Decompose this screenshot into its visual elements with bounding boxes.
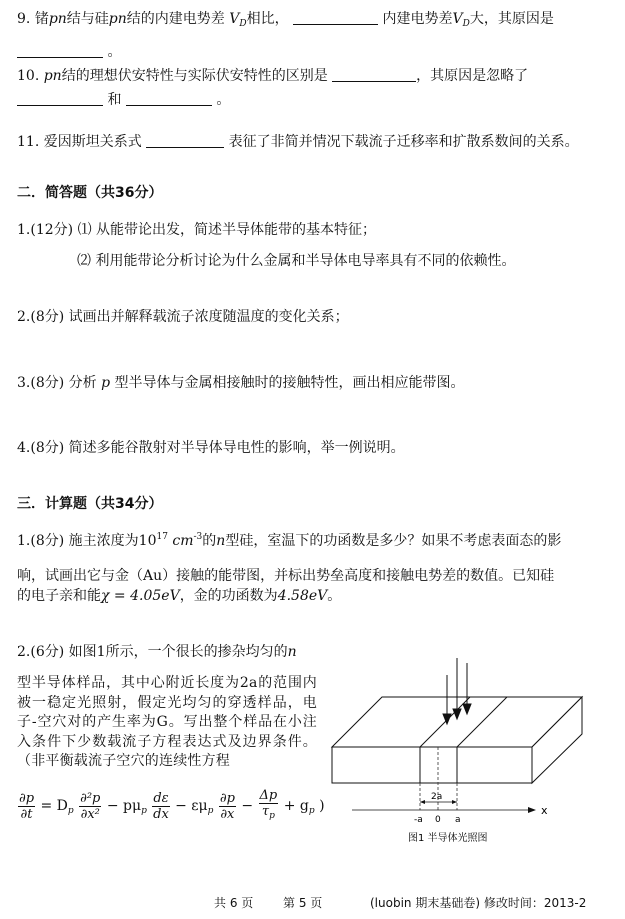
answer-blank [126, 92, 212, 106]
short-question-3: 3.(8分) 分析 p 型半导体与金属相接触时的接触特性，画出相应能带图。 [17, 375, 465, 391]
label-zero: 0 [435, 815, 441, 825]
calc-question-2-body: 型半导体样品，其中心附近长度为2a的范围内被一稳定光照射，假定光均匀的穿透样品，电子-空穴对的产生率为G。写出整个样品在小注入条件下少数载流子方程表达式及边界条件。（非平衡载流子空穴的连续性方程 [17, 675, 317, 769]
answer-blank [146, 134, 224, 148]
calc-question-1-line2: 响，试画出它与金（Au）接触的能带图，并标出势垒高度和接触电势差的数值。已知硅 [17, 568, 555, 584]
continuity-equation: $\frac{\partial p}{\partial t}$ = $D_p$ $\frac{\text{∂²p}}{\text{∂x²}}$ − $p\mu_p$ $\frac{d\varepsilon}{dx}$ − $\varepsilon\mu_p$ $\frac{\partial p}{\partial x}$ − $\frac{\Delta p}{\tau_p}$ + $g_p$ ) [19, 788, 325, 822]
footer-total-pages: 共 6 页 [214, 896, 254, 910]
question-9-continued: 。 [17, 43, 121, 61]
label-neg-a: -a [414, 815, 423, 825]
slab-front-face [332, 747, 532, 783]
label-2a: 2a [431, 792, 443, 802]
short-question-2: 2.(8分) 试画出并解释载流子浓度随温度的变化关系； [17, 309, 349, 325]
question-9: 9. 锗pn结与硅pn结的内建电势差 $V_D$相比， 内建电势差$V_D$大，其原因是 [17, 11, 554, 29]
answer-blank [17, 92, 103, 106]
answer-blank [332, 68, 416, 82]
figure-1 [322, 650, 620, 850]
question-11: 11. 爱因斯坦关系式 表征了非简并情况下载流子迁移率和扩散系数间的关系。 [17, 134, 579, 150]
answer-blank [17, 44, 103, 58]
short-question-1-part2: ⑵ 利用能带论分析讨论为什么金属和半导体电导率具有不同的依赖性。 [77, 253, 516, 269]
question-10: 10. pn结的理想伏安特性与实际伏安特性的区别是 ，其原因是忽略了 [17, 68, 529, 84]
section-title-short-answer: 二．简答题（共36分） [17, 185, 163, 201]
footer-source: (luobin 期末基础卷) 修改时间：2013-2 [370, 896, 587, 910]
x-axis-arrow [528, 807, 536, 813]
label-a: a [455, 815, 461, 825]
answer-blank [293, 11, 378, 25]
section-title-calculation: 三．计算题（共34分） [17, 496, 163, 512]
question-10-continued: 和 。 [17, 91, 230, 109]
calc-question-1-line3: 的电子亲和能χ = 4.05eV，金的功函数为4.58eV。 [17, 588, 342, 604]
calc-question-2: 2.(6分) 如图1所示，一个很长的掺杂均匀的n [17, 644, 297, 660]
short-question-4: 4.(8分) 简述多能谷散射对半导体导电性的影响，举一例说明。 [17, 440, 405, 456]
calc-question-1: 1.(8分) 施主浓度为$10^{17}$ $cm^{-3}$的n型硅，室温下的功函数是多少？如果不考虑表面态的影 [17, 532, 562, 549]
footer-page-number: 第 5 页 [283, 896, 323, 910]
figure-caption: 图1 半导体光照图 [408, 833, 488, 844]
short-question-1: 1.(12分) ⑴ 从能带论出发，简述半导体能带的基本特征； [17, 222, 377, 238]
light-arrows [443, 658, 471, 724]
label-x: x [541, 804, 548, 817]
